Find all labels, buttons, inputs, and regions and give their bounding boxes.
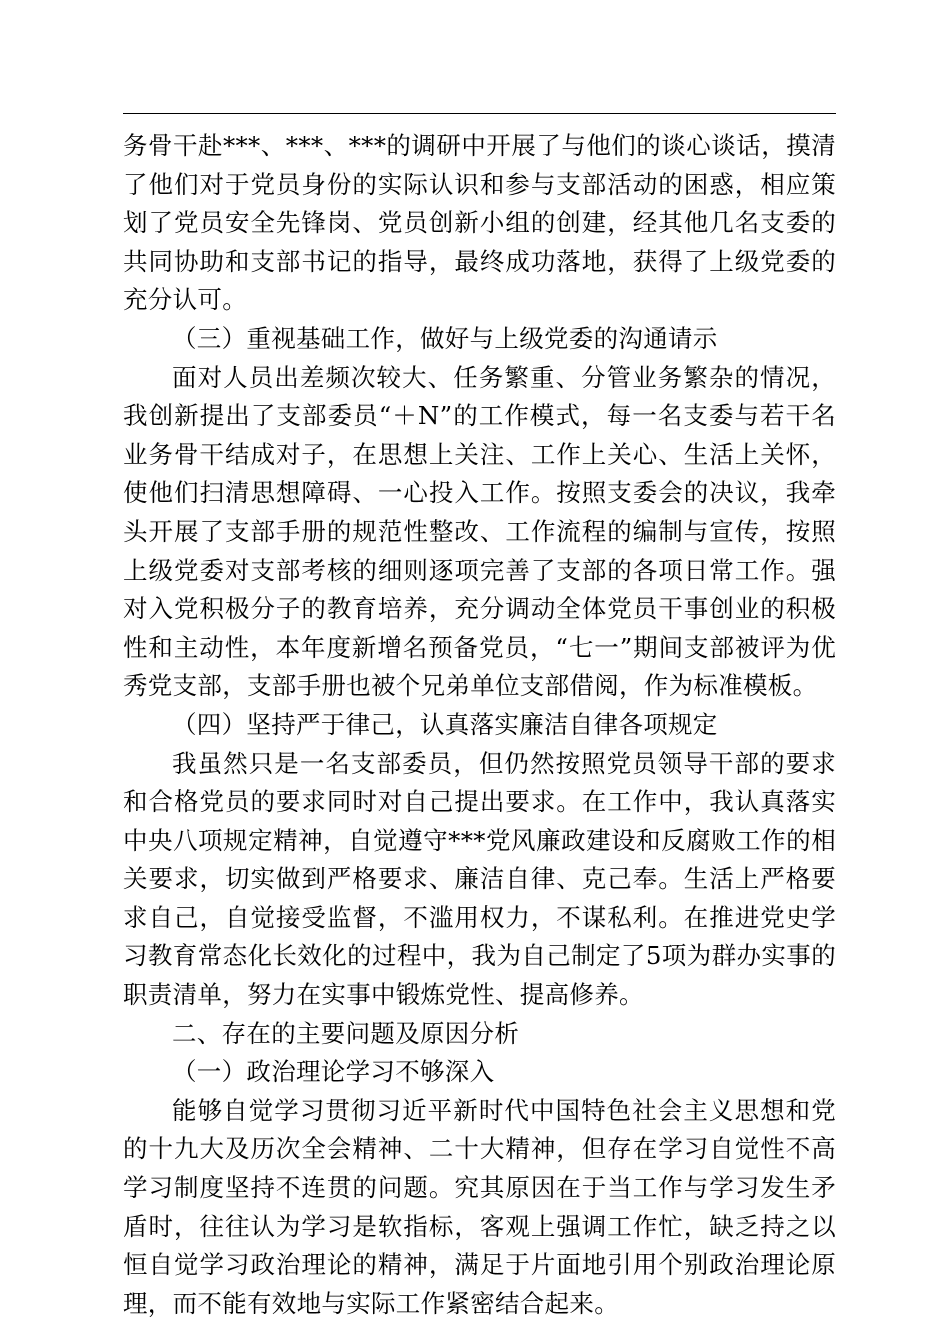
section-heading-3: （三）重视基础工作，做好与上级党委的沟通请示 (172, 323, 718, 353)
header-rule (123, 113, 836, 114)
chapter-heading-2: 二、存在的主要问题及原因分析 (172, 1018, 520, 1048)
paragraph-theory-study: 能够自觉学习贯彻习近平新时代中国特色社会主义思想和党的十九大及历次全会精神、二十大精神，但存在学习自觉性不高学习制度坚持不连贯的问题。究其原因在于当工作与学习发生矛盾时，往往认为学习是软指标，客观上强调工作忙，缺乏持之以恒自觉学习政治理论的精神，满足于片面地引用个别政治理论原理，而不能有效地与实际工作紧密结合起来。 (123, 1095, 836, 1318)
paragraph-basic-work: 面对人员出差频次较大、任务繁重、分管业务繁杂的情况，我创新提出了支部委员“＋N”的工作模式，每一名支委与若干名业务骨干结成对子，在思想上关注、工作上关心、生活上关怀，使他们扫清思想障碍、一心投入工作。按照支委会的决议，我牵头开展了支部手册的规范性整改、工作流程的编制与宣传，按照上级党委对支部考核的细则逐项完善了支部的各项日常工作。强对入党积极分子的教育培养，充分调动全体党员干事创业的积极性和主动性，本年度新增名预备党员，“七一”期间支部被评为优秀党支部，支部手册也被个兄弟单位支部借阅，作为标准模板。 (123, 362, 836, 701)
document-body (123, 127, 836, 1323)
paragraph-continuation: 务骨干赴***、***、***的调研中开展了与他们的谈心谈话，摸清了他们对于党员身份的实际认识和参与支部活动的困惑，相应策划了党员安全先锋岗、党员创新小组的创建，经其他几名支委的共同协助和支部书记的指导，最终成功落地，获得了上级党委的充分认可。 (123, 131, 836, 315)
section-heading-1: （一）政治理论学习不够深入 (172, 1057, 495, 1087)
paragraph-self-discipline: 我虽然只是一名支部委员，但仍然按照党员领导干部的要求和合格党员的要求同时对自己提出要求。在工作中，我认真落实中央八项规定精神，自觉遵守***党风廉政建设和反腐败工作的相关要求，切实做到严格要求、廉洁自律、克己奉。生活上严格要求自己，自觉接受监督，不滥用权力，不谋私利。在推进党史学习教育常态化长效化的过程中，我为自己制定了5项为群办实事的职责清单，努力在实事中锻炼党性、提高修养。 (123, 748, 836, 1010)
section-heading-4: （四）坚持严于律己，认真落实廉洁自律各项规定 (172, 709, 718, 739)
